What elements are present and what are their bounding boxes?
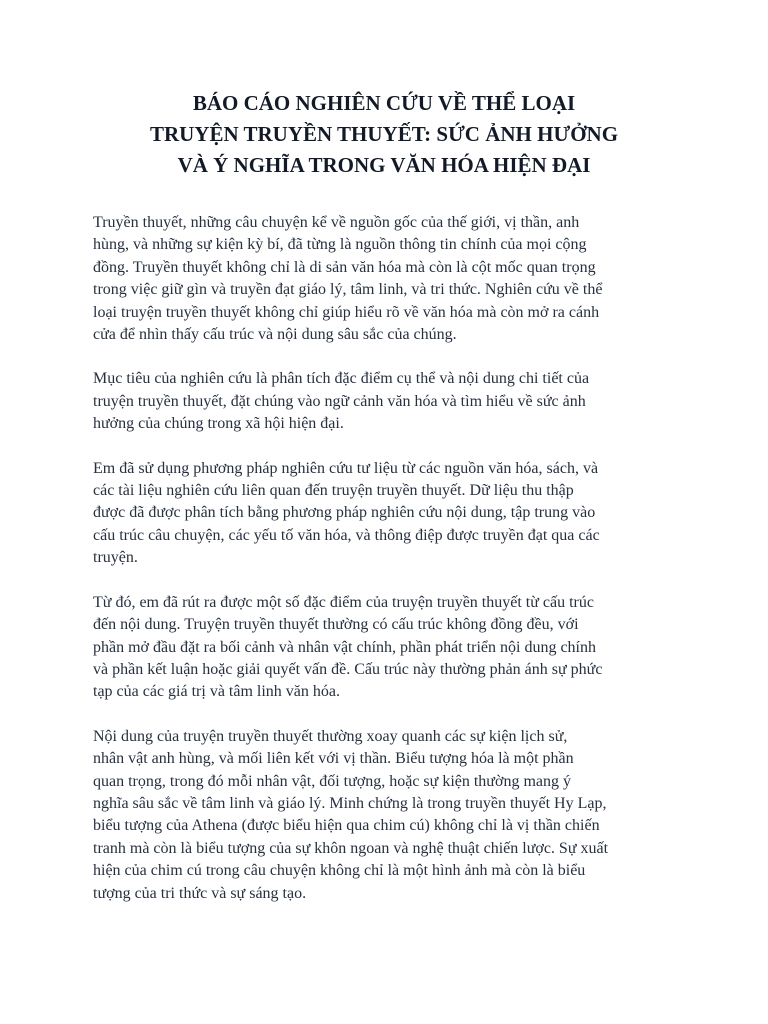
paragraph-introduction: [93, 212, 693, 346]
text-line: trong việc giữ gìn và truyền đạt giáo lý, tâm linh, và tri thức. Nghiên cứu về thể: [93, 281, 603, 299]
text-line: Truyền thuyết, những câu chuyện kể về nguồn gốc của thế giới, vị thần, anh: [93, 214, 580, 231]
text-line: cấu trúc câu chuyện, các yếu tố văn hóa, và thông điệp được truyền đạt qua các: [93, 526, 600, 544]
text-line: đến nội dung. Truyện truyền thuyết thường có cấu trúc không đồng đều, với: [93, 616, 579, 634]
text-line: hiện của chim cú trong câu chuyện không chỉ là một hình ảnh mà còn là biểu: [93, 862, 586, 880]
document-title: [80, 88, 688, 181]
title-line-2: TRUYỆN TRUYỀN THUYẾT: SỨC ẢNH HƯỞNG: [149, 122, 619, 146]
text-line: biểu tượng của Athena (được biểu hiện qua chim cú) không chỉ là vị thần chiến: [93, 817, 600, 835]
paragraph-structure: [93, 592, 693, 704]
text-line: quan trọng, trong đó mỗi nhân vật, đối tượng, hoặc sự kiện thường mang ý: [93, 772, 571, 790]
text-line: nhân vật anh hùng, và mối liên kết với vị thần. Biểu tượng hóa là một phần: [93, 750, 574, 768]
document-body: [93, 212, 693, 927]
text-line: đồng. Truyền thuyết không chỉ là di sản văn hóa mà còn là cột mốc quan trọng: [93, 258, 596, 276]
text-line: được đã được phân tích bằng phương pháp nghiên cứu nội dung, tập trung vào: [93, 504, 596, 522]
text-line: Từ đó, em đã rút ra được một số đặc điểm của truyện truyền thuyết từ cấu trúc: [93, 593, 594, 611]
paragraph-method: [93, 458, 693, 570]
text-line: truyện.: [93, 549, 138, 567]
title-line-1: BÁO CÁO NGHIÊN CỨU VỀ THỂ LOẠI: [192, 91, 576, 115]
text-line: hưởng của chúng trong xã hội hiện đại.: [93, 415, 344, 433]
text-line: truyện truyền thuyết, đặt chúng vào ngữ cảnh văn hóa và tìm hiểu về sức ảnh: [93, 392, 586, 410]
text-line: tạp của các giá trị và tâm linh văn hóa.: [93, 683, 341, 701]
text-line: và phần kết luận hoặc giải quyết vấn đề. Cấu trúc này thường phản ánh sự phức: [93, 660, 603, 678]
text-line: phần mở đầu đặt ra bối cảnh và nhân vật chính, phần phát triển nội dung chính: [93, 638, 596, 656]
paragraph-content: [93, 726, 693, 905]
text-line: nghĩa sâu sắc về tâm linh và giáo lý. Minh chứng là trong truyền thuyết Hy Lạp,: [93, 794, 607, 812]
paragraph-objective: [93, 368, 693, 435]
text-line: tranh mà còn là biểu tượng của sự khôn ngoan và nghệ thuật chiến lược. Sự xuất: [93, 839, 609, 857]
text-line: cửa để nhìn thấy cấu trúc và nội dung sâu sắc của chúng.: [93, 326, 457, 344]
text-line: tượng của tri thức và sự sáng tạo.: [93, 884, 307, 902]
text-line: các tài liệu nghiên cứu liên quan đến truyện truyền thuyết. Dữ liệu thu thập: [93, 482, 574, 500]
text-line: Nội dung của truyện truyền thuyết thường xoay quanh các sự kiện lịch sử,: [93, 727, 568, 745]
title-line-3: VÀ Ý NGHĨA TRONG VĂN HÓA HIỆN ĐẠI: [177, 153, 591, 177]
text-line: Mục tiêu của nghiên cứu là phân tích đặc điểm cụ thể và nội dung chi tiết của: [93, 370, 590, 388]
text-line: hùng, và những sự kiện kỳ bí, đã từng là nguồn thông tin chính của mọi cộng: [93, 236, 587, 254]
text-line: Em đã sử dụng phương pháp nghiên cứu tư liệu từ các nguồn văn hóa, sách, và: [93, 459, 599, 477]
text-line: loại truyện truyền thuyết không chỉ giúp hiểu rõ về văn hóa mà còn mở ra cánh: [93, 303, 600, 321]
